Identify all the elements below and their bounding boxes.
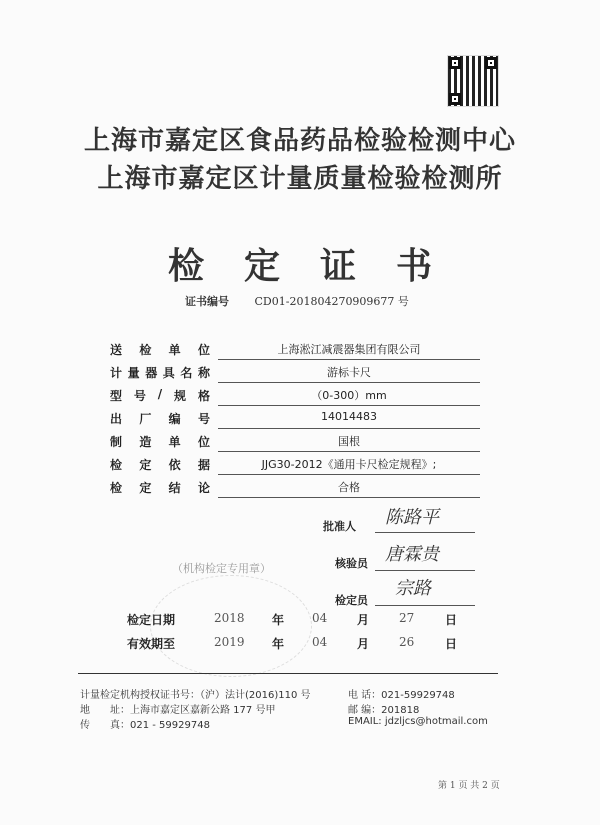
verification-day: 27 [399,611,415,625]
field-underline [218,359,480,360]
certificate-number-value: CD01-201804270909677 号 [254,295,409,308]
field-underline [218,474,480,475]
field-value: 国根 [338,435,360,448]
valid-year: 2019 [214,635,245,649]
field-label [110,479,210,496]
org-name-2: 上海市嘉定区计量质量检验检测所 [97,164,503,194]
field-label-char: 名 [180,366,193,380]
verification-month: 04 [312,611,328,625]
field-label [110,433,210,450]
inspector-line [375,605,475,606]
valid-until-label: 有效期至 [127,637,176,651]
field-underline [218,497,480,498]
field-label-char: 结 [168,481,181,495]
field-label-char: 检 [139,343,152,357]
field-label-char: 厂 [139,412,152,426]
field-row [110,385,470,407]
field-underline [218,405,480,406]
field-label-char: 论 [197,481,210,495]
year-unit: 年 [272,637,285,651]
field-row [110,477,470,499]
field-row [110,362,470,384]
postcode: 邮 编：201818 [348,705,420,716]
field-label-char: 检 [110,481,123,495]
field-value: 上海淞江减震器集团有限公司 [277,343,421,356]
footer-divider [78,673,498,674]
valid-until-row [127,635,467,653]
verifier-signature: 唐霖贵 [385,544,439,565]
qr-finder-icon [485,57,497,69]
field-label-char: 出 [110,412,123,426]
valid-month: 04 [312,635,328,649]
field-underline [218,382,480,383]
field-label-char: 单 [168,343,181,357]
field-label-char: 具 [162,366,175,380]
field-value: 14014483 [321,410,377,423]
qr-code-icon [447,55,499,107]
year-unit: 年 [272,613,285,627]
email: EMAIL: jdzljcs@hotmail.com [348,716,488,727]
month-unit: 月 [357,613,370,627]
field-label-char: 位 [197,435,210,449]
field-label-char: 检 [110,458,123,472]
certificate-number-label: 证书编号 [185,295,229,308]
field-label-char: 制 [110,435,123,449]
inspector-signature: 宗路 [395,578,431,599]
approver-label: 批准人 [323,520,356,533]
org-name-1: 上海市嘉定区食品药品检验检测中心 [83,126,516,156]
day-unit: 日 [445,637,458,651]
field-value: 合格 [338,481,360,494]
field-label-char: 单 [168,435,181,449]
valid-day: 26 [399,635,415,649]
verification-year: 2018 [214,611,245,625]
field-label-char: / [157,387,163,401]
field-label-char: 格 [197,389,210,403]
field-label-char: 号 [197,412,210,426]
field-value: JJG30-2012《通用卡尺检定规程》; [261,458,437,471]
field-label-char: 称 [197,366,210,380]
field-label-char: 号 [133,389,146,403]
field-label [110,456,210,473]
field-value: （0-300）mm [311,389,387,402]
verifier-label: 核验员 [335,557,368,570]
approver-signature: 陈路平 [385,507,439,528]
field-label [110,364,210,381]
day-unit: 日 [445,613,458,627]
phone: 电 话：021-59929748 [348,690,455,701]
field-label-char: 定 [139,481,152,495]
authorization-number: 计量检定机构授权证书号：（沪）法计(2016)110 号 [80,690,311,701]
field-label-char: 量 [127,366,140,380]
document-title: 检定证书 [167,246,472,287]
field-label-char: 编 [168,412,181,426]
field-label-char: 定 [139,458,152,472]
field-row [110,339,470,361]
approver-line [375,532,475,533]
verifier-line [375,570,475,571]
page-indicator: 第 1 页 共 2 页 [438,781,500,791]
field-underline [218,451,480,452]
month-unit: 月 [357,637,370,651]
field-label-char: 位 [197,343,210,357]
verification-date-label: 检定日期 [127,613,176,627]
field-label-char: 型 [110,389,123,403]
field-label-char: 计 [110,366,123,380]
field-label-char: 器 [145,366,158,380]
qr-finder-icon [449,93,461,105]
address: 地 址：上海市嘉定区嘉新公路 177 号甲 [80,705,276,716]
field-label-char: 依 [168,458,181,472]
field-label-char: 送 [110,343,123,357]
field-label [110,341,210,358]
qr-finder-icon [449,57,461,69]
field-label-char: 据 [197,458,210,472]
verification-date-row [127,611,467,629]
inspector-label: 检定员 [335,594,368,607]
field-row [110,408,470,430]
field-label [110,410,210,427]
field-label-char: 造 [139,435,152,449]
certificate-number [185,293,409,309]
field-row [110,454,470,476]
field-value: 游标卡尺 [327,366,371,379]
field-label [110,387,210,404]
field-row [110,431,470,453]
field-label-char: 规 [174,389,187,403]
fax: 传 真：021 - 59929748 [80,720,210,731]
field-underline [218,428,480,429]
seal-label: （机构检定专用章） [172,562,271,575]
